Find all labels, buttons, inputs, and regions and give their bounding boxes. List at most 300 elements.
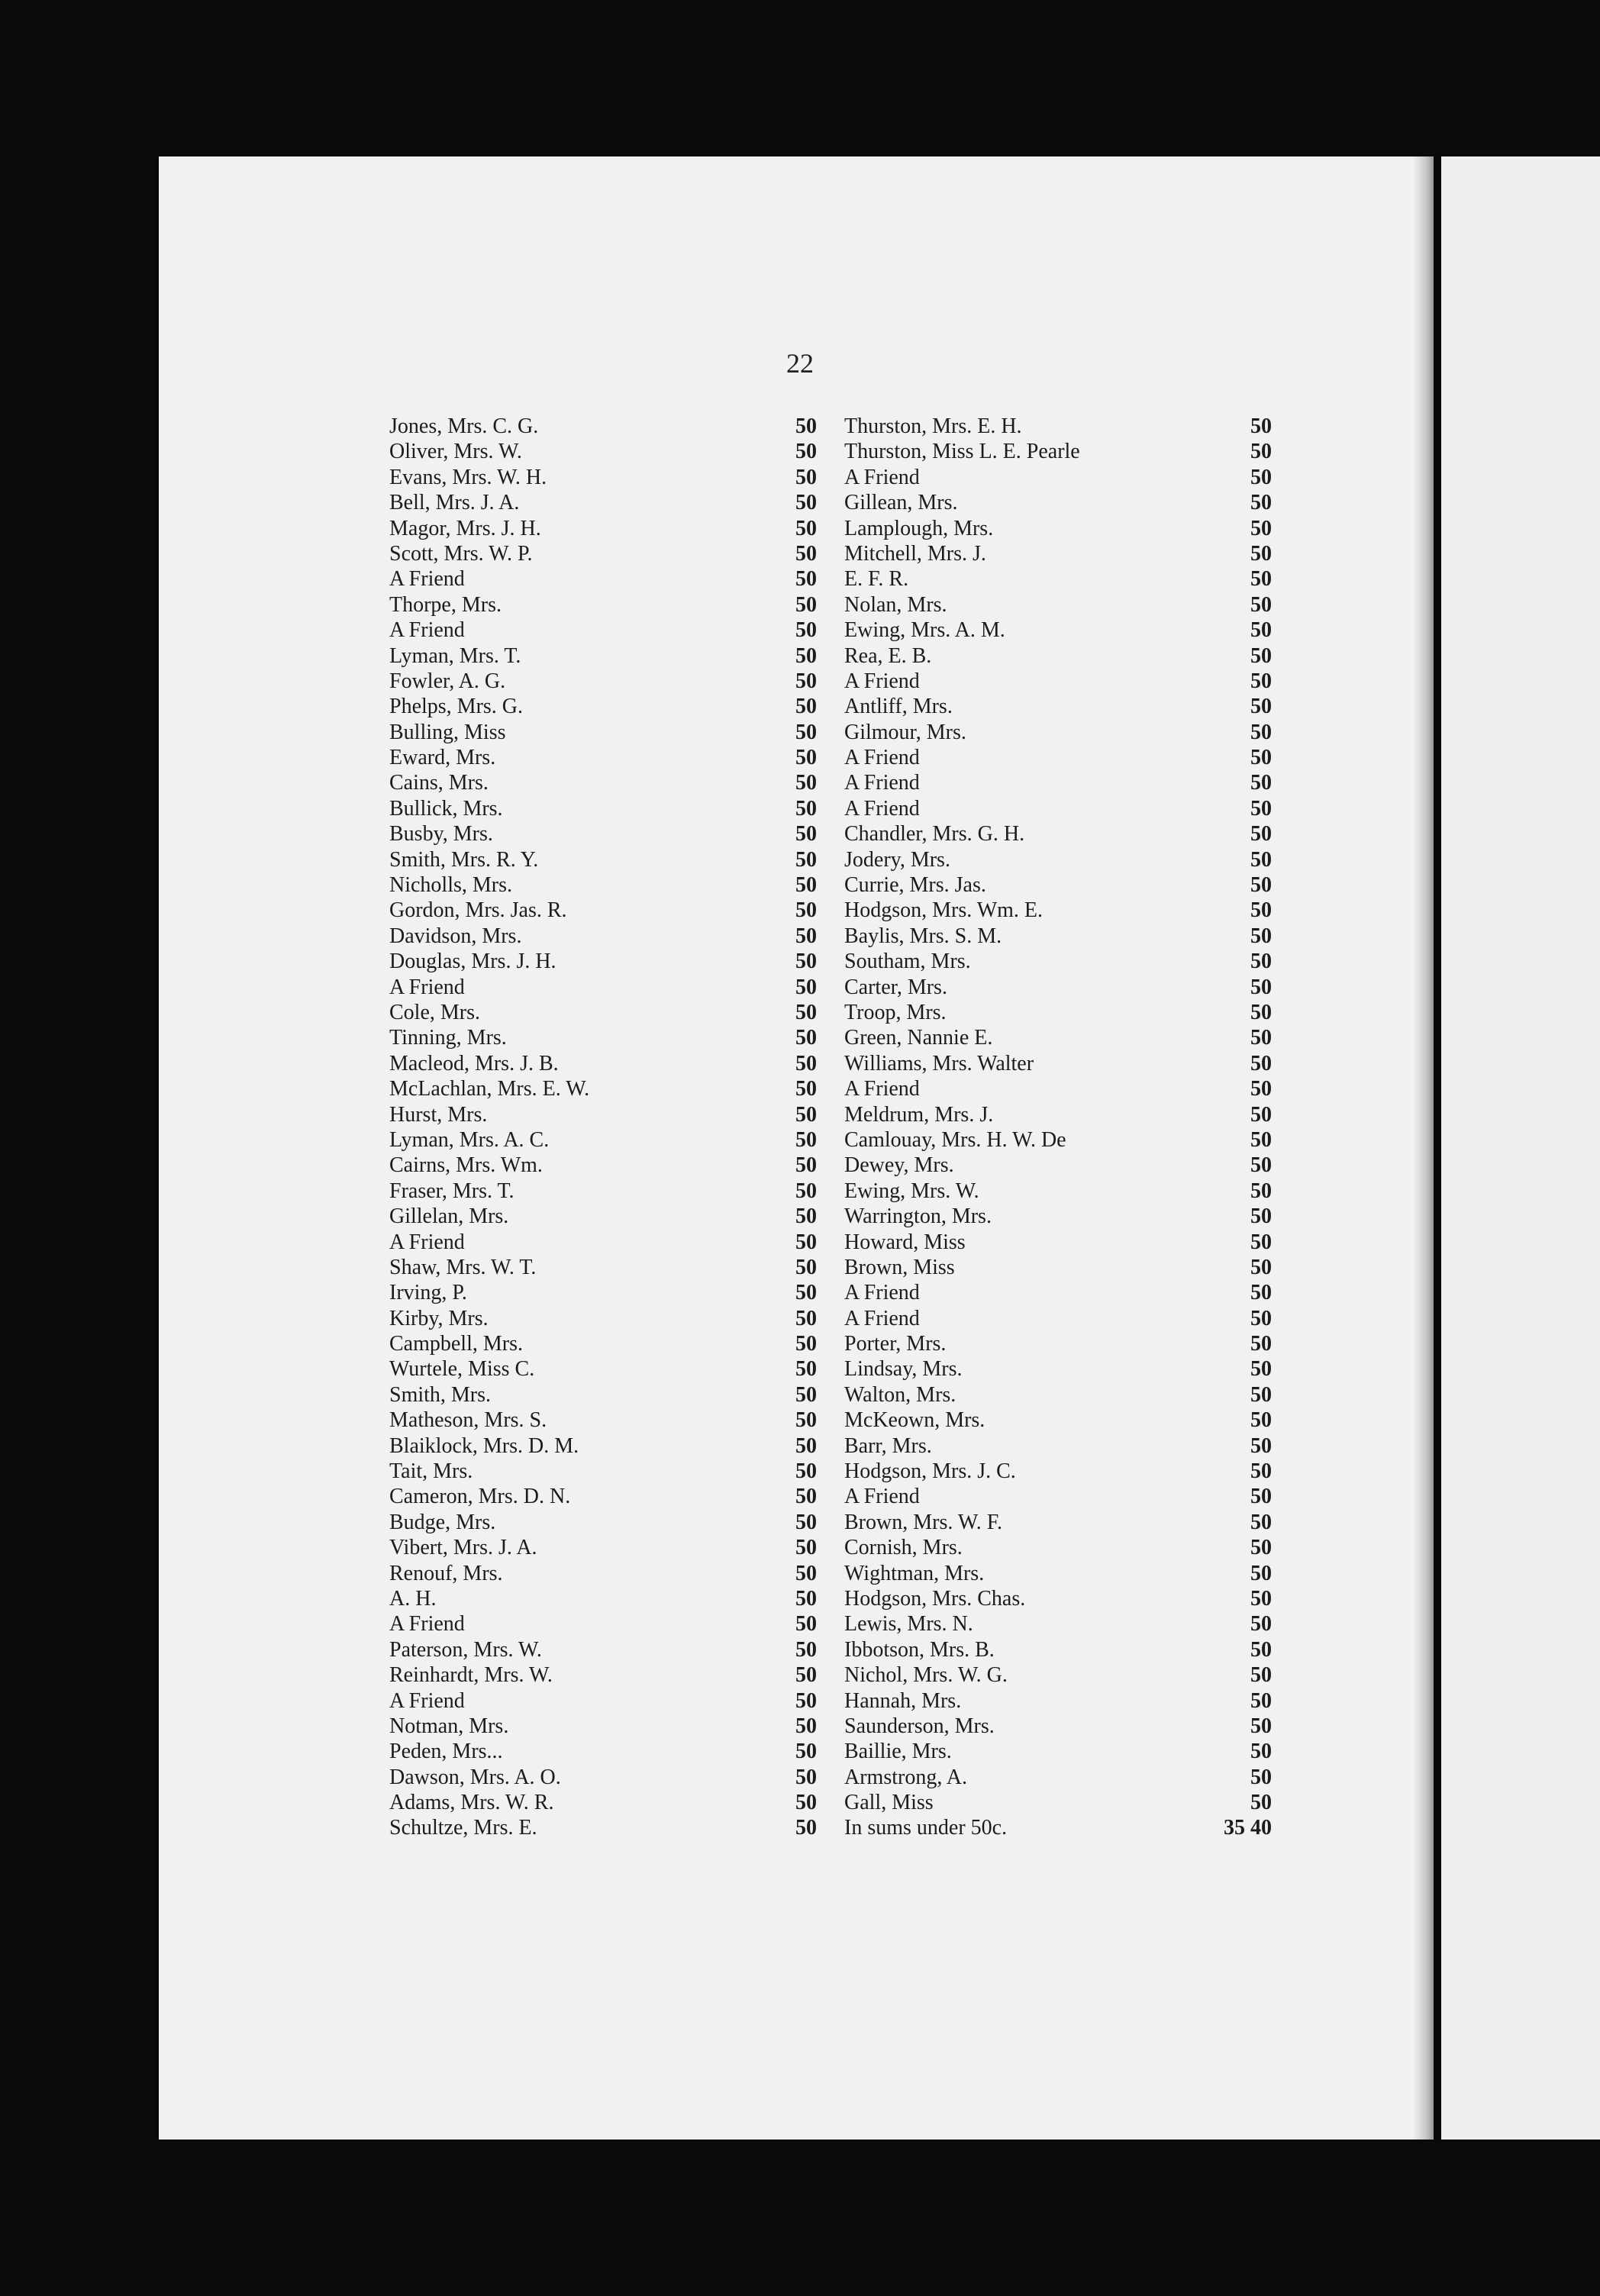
donation-amount: 50 [1250,1306,1272,1330]
donor-row [844,924,1272,949]
donor-name: Howard, Miss [844,1230,966,1254]
donor-row [844,898,1272,923]
donor-row [389,1382,817,1408]
donor-row [389,898,817,923]
donor-row [844,1179,1272,1204]
donation-amount: 35 40 [1224,1816,1272,1840]
donor-name: E. F. R. [844,567,909,592]
donation-amount: 50 [795,1714,817,1738]
donor-name: Tinning, Mrs. [389,1026,507,1050]
donor-name: Lyman, Mrs. A. C. [389,1127,550,1152]
donor-name: A Friend [389,1230,465,1254]
donor-name: Peden, Mrs... [389,1740,503,1764]
donation-amount: 50 [795,1485,817,1509]
donor-name: Warrington, Mrs. [844,1204,992,1229]
donation-amount: 50 [795,669,817,693]
donor-row [389,1561,817,1586]
donor-name: Baillie, Mrs. [844,1740,952,1764]
donor-name: Gillelan, Mrs. [389,1204,509,1229]
donor-row [844,975,1272,1000]
donation-amount: 50 [1250,1357,1272,1382]
donation-amount: 50 [795,1663,817,1688]
donation-amount: 50 [795,720,817,744]
donor-row [389,847,817,872]
donation-amount: 50 [1250,1000,1272,1024]
donation-amount: 50 [795,1077,817,1101]
donor-name: A Friend [389,1612,465,1637]
donor-row [389,975,817,1000]
donation-amount: 50 [1250,1382,1272,1407]
donation-amount: 50 [1250,1204,1272,1229]
donor-name: A Friend [844,746,920,770]
donor-name: McLachlan, Mrs. E. W. [389,1077,590,1101]
donation-amount: 50 [1250,1281,1272,1305]
donation-amount: 50 [795,1281,817,1305]
donation-amount: 50 [795,1153,817,1178]
donor-name: Barr, Mrs. [844,1433,932,1458]
donor-row [844,490,1272,515]
donor-name: Nicholls, Mrs. [389,873,512,898]
donor-row [389,1484,817,1509]
donor-row [844,1815,1272,1840]
donation-amount: 50 [795,1536,817,1560]
donation-amount: 50 [1250,950,1272,974]
donation-amount: 50 [1250,1077,1272,1101]
donor-row [389,770,817,795]
donation-amount: 50 [1250,1102,1272,1127]
donation-amount: 50 [795,1816,817,1840]
donation-amount: 50 [795,695,817,719]
donor-name: McKeown, Mrs. [844,1408,985,1433]
donation-amount: 50 [1250,491,1272,515]
donor-name: A Friend [844,771,920,795]
donation-amount: 50 [795,924,817,948]
donor-name: Kirby, Mrs. [389,1306,489,1330]
donation-amount: 50 [795,975,817,999]
donation-amount: 50 [795,567,817,592]
donor-name: Hurst, Mrs. [389,1102,488,1127]
donation-amount: 50 [795,771,817,795]
donor-row [844,1306,1272,1331]
donor-row [844,1790,1272,1815]
donor-row [844,1025,1272,1050]
donor-row [389,1637,817,1662]
donation-amount: 50 [795,440,817,464]
donor-name: Walton, Mrs. [844,1382,956,1407]
donation-amount: 50 [1250,669,1272,693]
donor-row [844,1459,1272,1484]
donation-amount: 50 [1250,873,1272,898]
donor-name: Busby, Mrs. [389,822,493,846]
donor-row [389,1280,817,1305]
donation-amount: 50 [1250,771,1272,795]
donor-name: Smith, Mrs. [389,1382,492,1407]
donor-name: Dewey, Mrs. [844,1153,954,1178]
donation-amount: 50 [1250,1663,1272,1688]
donation-amount: 50 [795,1510,817,1534]
donor-name: Carter, Mrs. [844,975,947,999]
donor-row [844,669,1272,694]
donation-amount: 50 [1250,975,1272,999]
donation-amount: 50 [795,491,817,515]
donation-amount: 50 [1250,1637,1272,1662]
donation-amount: 50 [1250,1612,1272,1637]
donor-name: Gordon, Mrs. Jas. R. [389,898,567,923]
donor-row [389,1076,817,1101]
donor-row [844,566,1272,592]
donor-row [844,1255,1272,1280]
donor-row [389,1000,817,1025]
donor-row [389,669,817,694]
donation-amount: 50 [795,873,817,898]
donor-name: Mitchell, Mrs. J. [844,541,986,566]
donation-amount: 50 [1250,847,1272,872]
donation-amount: 50 [795,898,817,923]
donation-amount: 50 [1250,720,1272,744]
donation-amount: 50 [795,1688,817,1713]
donor-name: Adams, Mrs. W. R. [389,1791,554,1815]
donor-row [844,1662,1272,1688]
donor-name: Irving, P. [389,1281,467,1305]
donor-row [389,1230,817,1255]
page-number: 22 [786,348,814,379]
donor-name: Ewing, Mrs. A. M. [844,618,1005,643]
donation-amount: 50 [795,465,817,489]
donor-row [844,720,1272,745]
donor-row [389,1255,817,1280]
donor-row [844,1586,1272,1611]
donor-name: Schultze, Mrs. E. [389,1816,537,1840]
donation-amount: 50 [1250,567,1272,592]
donor-row [844,1688,1272,1714]
donation-amount: 50 [1250,618,1272,643]
donor-row [844,1102,1272,1127]
donor-name: Cole, Mrs. [389,1000,480,1024]
donation-amount: 50 [795,1204,817,1229]
donor-name: Rea, E. B. [844,643,932,668]
donation-amount: 50 [795,1586,817,1611]
donor-row [389,694,817,719]
donation-amount: 50 [795,1230,817,1254]
donor-name: Green, Nannie E. [844,1026,993,1050]
donation-amount: 50 [795,643,817,668]
donor-row [844,1739,1272,1764]
donor-row [389,516,817,541]
donation-amount: 50 [1250,1536,1272,1560]
donor-name: A Friend [844,1485,920,1509]
donor-name: Douglas, Mrs. J. H. [389,950,556,974]
donor-name: Bulling, Miss [389,720,506,744]
donor-row [389,1408,817,1433]
donor-name: Bullick, Mrs. [389,796,503,821]
donor-row [844,1765,1272,1790]
donor-name: Tait, Mrs. [389,1459,473,1484]
donor-row [389,1127,817,1153]
donor-row [844,1000,1272,1025]
donor-row [389,643,817,669]
donation-amount: 50 [795,847,817,872]
donor-row [389,924,817,949]
donation-amount: 50 [795,1332,817,1356]
donor-row [389,1688,817,1714]
donation-amount: 50 [1250,1714,1272,1738]
donor-name: Nichol, Mrs. W. G. [844,1663,1008,1688]
donor-row [389,796,817,821]
donor-row [844,821,1272,846]
donor-row [389,566,817,592]
donor-row [844,1280,1272,1305]
donor-name: Hodgson, Mrs. Wm. E. [844,898,1044,923]
donation-amount: 50 [795,1791,817,1815]
donor-row [844,1433,1272,1459]
donor-row [844,1153,1272,1178]
donor-row [389,1739,817,1764]
donor-name: A Friend [844,1306,920,1330]
donor-name: Nolan, Mrs. [844,592,947,617]
donor-row [389,1510,817,1535]
donation-amount: 50 [1250,1485,1272,1509]
donor-name: Wightman, Mrs. [844,1561,985,1585]
donation-amount: 50 [795,541,817,566]
donation-amount: 50 [795,1637,817,1662]
donor-name: Gall, Miss [844,1791,934,1815]
donor-name: Paterson, Mrs. W. [389,1637,542,1662]
donor-name: In sums under 50c. [844,1816,1008,1840]
donor-row [389,1815,817,1840]
donor-row [389,1586,817,1611]
page-gutter [1414,156,1434,2140]
donor-name: Lewis, Mrs. N. [844,1612,973,1637]
donation-amount: 50 [795,1127,817,1152]
donor-name: A Friend [389,1688,465,1713]
donor-row [389,1765,817,1790]
donation-amount: 50 [795,414,817,438]
donor-name: A Friend [389,618,465,643]
donation-amount: 50 [1250,1561,1272,1585]
donor-name: A Friend [844,1077,920,1101]
donor-row [389,414,817,439]
adjacent-page-edge [1441,156,1600,2140]
donor-name: Evans, Mrs. W. H. [389,465,547,489]
donation-amount: 50 [1250,592,1272,617]
donor-name: Matheson, Mrs. S. [389,1408,547,1433]
donor-row [844,1535,1272,1560]
donation-amount: 50 [1250,746,1272,770]
donor-name: Cains, Mrs. [389,771,489,795]
donor-name: Williams, Mrs. Walter [844,1051,1034,1075]
donor-name: Baylis, Mrs. S. M. [844,924,1002,948]
donor-name: A Friend [389,567,465,592]
donor-row [844,1076,1272,1101]
donor-row [389,439,817,464]
donor-row [389,592,817,618]
donor-row [389,1790,817,1815]
donor-row [844,1611,1272,1637]
donation-amount: 50 [1250,924,1272,948]
donor-name: Armstrong, A. [844,1765,967,1789]
donor-name: Blaiklock, Mrs. D. M. [389,1433,579,1458]
donation-amount: 50 [795,1433,817,1458]
donor-row [389,1535,817,1560]
donor-row [844,1714,1272,1739]
donation-amount: 50 [795,1255,817,1279]
donor-row [389,1102,817,1127]
donation-amount: 50 [1250,1765,1272,1789]
donor-row [389,1331,817,1356]
donor-name: A. H. [389,1586,437,1611]
donation-amount: 50 [1250,541,1272,566]
donation-amount: 50 [795,1179,817,1203]
donor-row [389,720,817,745]
donor-row [389,1714,817,1739]
donor-name: Lamplough, Mrs. [844,516,994,540]
donor-name: Campbell, Mrs. [389,1332,523,1356]
donor-row [844,1510,1272,1535]
donation-amount: 50 [1250,1179,1272,1203]
donor-name: Hodgson, Mrs. J. C. [844,1459,1016,1484]
donation-amount: 50 [1250,516,1272,540]
donation-amount: 50 [1250,1408,1272,1433]
donor-name: Reinhardt, Mrs. W. [389,1663,553,1688]
donor-name: Chandler, Mrs. G. H. [844,822,1025,846]
donor-name: Thurston, Miss L. E. Pearle [844,440,1080,464]
donor-name: Smith, Mrs. R. Y. [389,847,539,872]
donor-row [844,770,1272,795]
donor-row [389,1306,817,1331]
left-donor-column [389,414,817,1841]
donation-amount: 50 [1250,643,1272,668]
donor-row [389,1179,817,1204]
donation-amount: 50 [795,1102,817,1127]
donor-row [844,949,1272,974]
donor-row [844,694,1272,719]
donation-amount: 50 [795,822,817,846]
donation-amount: 50 [795,1740,817,1764]
donation-amount: 50 [795,1000,817,1024]
donation-amount: 50 [1250,898,1272,923]
donation-amount: 50 [795,1612,817,1637]
donor-name: Currie, Mrs. Jas. [844,873,986,898]
donor-name: Wurtele, Miss C. [389,1357,535,1382]
donation-amount: 50 [795,592,817,617]
donor-name: A Friend [844,796,920,821]
donor-row [844,745,1272,770]
donor-name: Davidson, Mrs. [389,924,522,948]
donation-amount: 50 [1250,1255,1272,1279]
donor-row [389,541,817,566]
donation-amount: 50 [795,1408,817,1433]
book-spine [1434,153,1441,2143]
donor-row [389,1025,817,1050]
donor-row [389,949,817,974]
donor-row [844,592,1272,618]
donor-name: Ewing, Mrs. W. [844,1179,979,1203]
donor-name: Vibert, Mrs. J. A. [389,1536,537,1560]
donor-name: Phelps, Mrs. G. [389,695,524,719]
right-donor-column [844,414,1272,1841]
donor-row [844,847,1272,872]
donor-name: A Friend [844,669,920,693]
donor-row [844,439,1272,464]
donation-amount: 50 [1250,822,1272,846]
donation-amount: 50 [1250,1026,1272,1050]
donation-amount: 50 [795,746,817,770]
donor-row [844,618,1272,643]
donor-name: Renouf, Mrs. [389,1561,503,1585]
donor-row [844,1356,1272,1382]
donor-name: Magor, Mrs. J. H. [389,516,541,540]
donation-amount: 50 [795,796,817,821]
donor-name: Antliff, Mrs. [844,695,953,719]
donation-amount: 50 [795,1459,817,1484]
donor-row [844,643,1272,669]
donor-row [389,1611,817,1637]
donation-amount: 50 [795,516,817,540]
donation-amount: 50 [1250,1230,1272,1254]
donor-row [389,1662,817,1688]
donor-row [844,1382,1272,1408]
donor-row [844,465,1272,490]
donor-row [389,1459,817,1484]
donor-row [389,1204,817,1229]
donation-amount: 50 [1250,1433,1272,1458]
donor-name: A Friend [389,975,465,999]
donor-row [844,1408,1272,1433]
donor-row [389,1433,817,1459]
donor-row [844,872,1272,898]
donor-row [844,1230,1272,1255]
donor-row [844,1331,1272,1356]
donor-row [389,490,817,515]
donor-name: Budge, Mrs. [389,1510,496,1534]
donor-name: Thurston, Mrs. E. H. [844,414,1022,438]
donor-name: Oliver, Mrs. W. [389,440,522,464]
donation-amount: 50 [1250,1510,1272,1534]
donor-name: Gillean, Mrs. [844,491,958,515]
donation-amount: 50 [795,1306,817,1330]
donation-amount: 50 [795,1382,817,1407]
donor-name: Porter, Mrs. [844,1332,947,1356]
donation-amount: 50 [1250,1332,1272,1356]
donor-name: Thorpe, Mrs. [389,592,502,617]
donor-name: A Friend [844,1281,920,1305]
donor-name: Southam, Mrs. [844,950,971,974]
donation-amount: 50 [795,1561,817,1585]
donation-amount: 50 [795,1765,817,1789]
donor-row [844,541,1272,566]
donation-amount: 50 [795,950,817,974]
donation-amount: 50 [1250,1740,1272,1764]
donor-row [844,1637,1272,1662]
donor-name: Bell, Mrs. J. A. [389,491,520,515]
donation-amount: 50 [1250,1153,1272,1178]
donor-row [389,1153,817,1178]
donor-name: Cairns, Mrs. Wm. [389,1153,543,1178]
donation-amount: 50 [1250,440,1272,464]
donation-amount: 50 [1250,796,1272,821]
donor-row [844,516,1272,541]
donation-amount: 50 [1250,1586,1272,1611]
donor-row [844,796,1272,821]
donor-row [389,745,817,770]
donor-name: Lindsay, Mrs. [844,1357,963,1382]
donor-name: Cornish, Mrs. [844,1536,963,1560]
donor-row [389,1356,817,1382]
donor-name: Eward, Mrs. [389,746,496,770]
donation-amount: 50 [1250,1127,1272,1152]
donor-row [844,1204,1272,1229]
donor-name: Macleod, Mrs. J. B. [389,1051,559,1075]
